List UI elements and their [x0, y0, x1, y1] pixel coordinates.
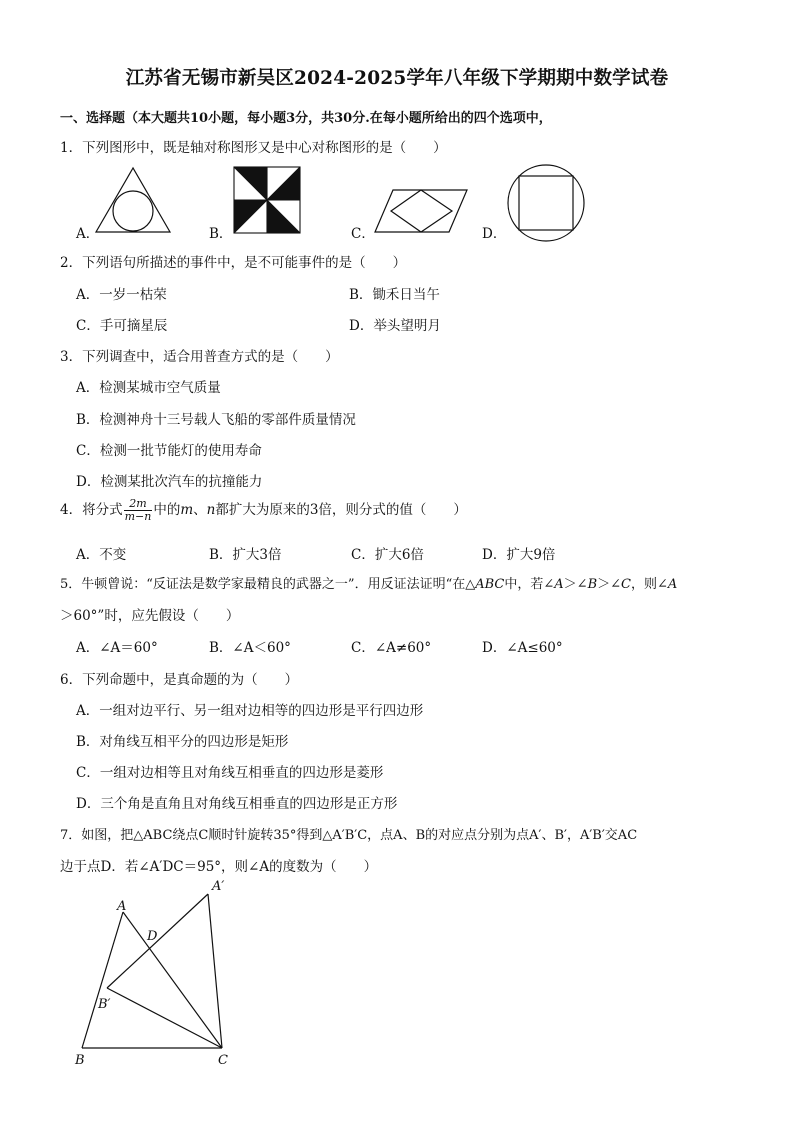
q6-option-d[interactable]: D．三个角是直角且对角线互相垂直的四边形是正方形 [76, 796, 398, 812]
q1-option-d-label[interactable]: D． [482, 226, 507, 242]
q4-fraction [124, 498, 153, 523]
q5-text-4: ＞∠ [597, 577, 622, 592]
q5-angle-a: A [554, 577, 564, 592]
q2-option-d[interactable]: D．举头望明月 [349, 318, 441, 334]
q5-text-1: 5．牛顿曾说：“反证法是数学家最精良的武器之一”．用反证法证明“在△ [60, 577, 476, 592]
q2-option-b[interactable]: B．锄禾日当午 [349, 287, 440, 303]
q1-figure-a [93, 164, 173, 236]
segment-a-prime-c [208, 894, 222, 1048]
q5-stem-line2: ＞60°”时，应先假设（ ） [60, 608, 240, 624]
q6-stem: 6．下列命题中，是真命题的为（ ） [60, 672, 299, 688]
q5-option-d[interactable]: D．∠A≤60° [482, 640, 563, 656]
q4-fraction-denominator: m−n [124, 510, 152, 523]
segment-ab [82, 912, 123, 1048]
q4-option-c[interactable]: C．扩大6倍 [351, 547, 424, 563]
q2-option-c[interactable]: C．手可摘星辰 [76, 318, 168, 334]
q1-figure-d [505, 162, 587, 244]
q4-stem [60, 498, 467, 523]
q5-stem-line1 [60, 573, 677, 592]
q7-stem-line1: 7．如图，把△ABC绕点C顺时针旋转35°得到△A′B′C，点A、B的对应点分别为点A′、B′，A′B′交AC [60, 828, 638, 843]
q5-angle-a-2: A [667, 577, 678, 592]
q1-figure-b [231, 164, 303, 236]
page-title: 江苏省无锡市新吴区2024-2025学年八年级下学期期中数学试卷 [125, 68, 669, 89]
q4-stem-prefix: 4．将分式 [60, 502, 123, 518]
q4-var-m: m [180, 502, 194, 518]
point-label-b-prime: B′ [98, 997, 111, 1012]
q4-stem-mid: 中的 [153, 502, 181, 518]
q4-sep: 、 [193, 502, 207, 518]
q4-stem-suffix: 都扩大为原来的3倍，则分式的值（ ） [215, 502, 467, 518]
q5-option-a[interactable]: A．∠A＝60° [76, 640, 158, 656]
point-label-a-prime: A′ [212, 879, 225, 894]
q1-stem: 1．下列图形中，既是轴对称图形又是中心对称图形的是（ ） [60, 140, 447, 156]
segment-b-prime-c [107, 988, 222, 1048]
q5-triangle-abc: ABC [475, 577, 505, 592]
q4-option-b[interactable]: B．扩大3倍 [209, 547, 282, 563]
q6-option-c[interactable]: C．一组对边相等且对角线互相垂直的四边形是菱形 [76, 765, 384, 781]
q1-option-c-label[interactable]: C． [351, 226, 375, 242]
q5-angle-b: B [587, 577, 598, 592]
q4-option-d[interactable]: D．扩大9倍 [482, 547, 556, 563]
q6-option-a[interactable]: A．一组对边平行、另一组对边相等的四边形是平行四边形 [76, 703, 424, 719]
q1-option-b-label[interactable]: B． [209, 226, 233, 242]
q2-option-a[interactable]: A．一岁一枯荣 [76, 287, 167, 303]
q5-angle-c: C [621, 577, 631, 592]
q5-text-3: ＞∠ [563, 577, 588, 592]
section-heading: 一、选择题（本大题共10小题，每小题3分，共30分.在每小题所给出的四个选项中， [60, 111, 552, 126]
q3-option-c[interactable]: C．检测一批节能灯的使用寿命 [76, 443, 262, 459]
q1-figure-c [371, 186, 471, 236]
q7-geometry-figure [68, 876, 248, 1072]
point-label-b: B [75, 1053, 85, 1068]
segment-ac [123, 912, 222, 1048]
q4-fraction-numerator: 2m [124, 498, 153, 511]
q6-option-b[interactable]: B．对角线互相平分的四边形是矩形 [76, 734, 289, 750]
q5-option-b[interactable]: B．∠A＜60° [209, 640, 291, 656]
point-label-c: C [218, 1053, 228, 1068]
q5-text-2: 中，若∠ [504, 577, 555, 592]
q5-option-c[interactable]: C．∠A≠60° [351, 640, 432, 656]
q3-option-d[interactable]: D．检测某批次汽车的抗撞能力 [76, 474, 263, 490]
q3-option-b[interactable]: B．检测神舟十三号载人飞船的零部件质量情况 [76, 412, 356, 428]
point-label-a: A [117, 899, 127, 914]
q4-option-a[interactable]: A．不变 [76, 547, 127, 563]
q3-stem: 3．下列调查中，适合用普查方式的是（ ） [60, 349, 339, 365]
q7-stem-line2: 边于点D．若∠A′DC＝95°，则∠A的度数为（ ） [60, 859, 378, 875]
point-label-d: D [147, 929, 158, 944]
q5-text-5: ，则∠ [630, 577, 668, 592]
q2-stem: 2．下列语句所描述的事件中，是不可能事件的是（ ） [60, 255, 407, 271]
q1-option-a-label[interactable]: A． [76, 226, 100, 242]
q4-var-n: n [206, 502, 216, 518]
q3-option-a[interactable]: A．检测某城市空气质量 [76, 380, 221, 396]
